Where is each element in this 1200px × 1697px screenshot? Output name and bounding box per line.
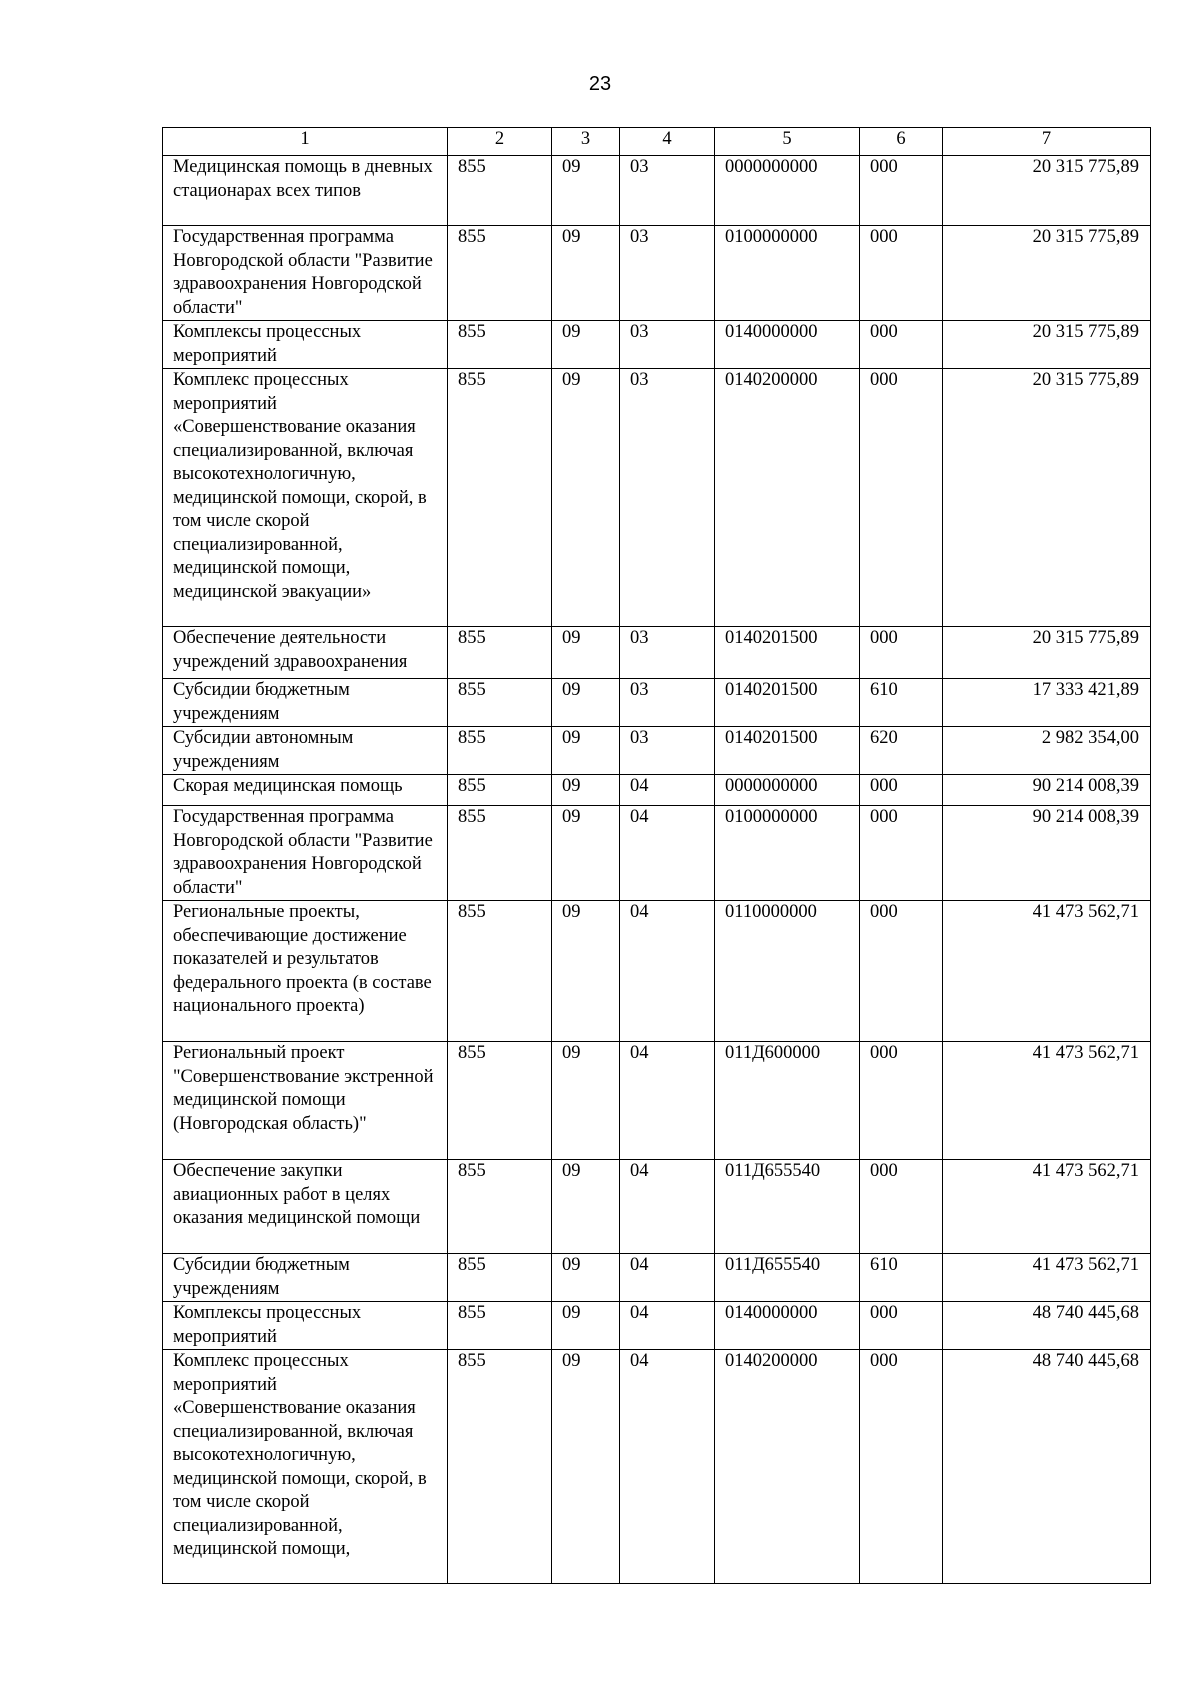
row-name: Региональные проекты, обеспечивающие достижение показателей и результатов федерального проекта (в составе национального проекта) (163, 901, 448, 1042)
table-row (163, 156, 1151, 226)
target-item-code: 0110000000 (715, 901, 860, 1042)
row-name: Комплексы процессных мероприятий (163, 1302, 448, 1350)
subsection-code: 04 (620, 1254, 715, 1302)
expense-type-code: 000 (860, 775, 943, 806)
amount: 20 315 775,89 (943, 226, 1151, 321)
target-item-code: 011Д600000 (715, 1042, 860, 1160)
subsection-code: 03 (620, 369, 715, 627)
amount: 17 333 421,89 (943, 679, 1151, 727)
section-code: 09 (552, 226, 620, 321)
amount: 90 214 008,39 (943, 806, 1151, 901)
target-item-code: 0140201500 (715, 727, 860, 775)
table-row (163, 775, 1151, 806)
header-row (163, 128, 1151, 156)
amount: 41 473 562,71 (943, 901, 1151, 1042)
amount: 20 315 775,89 (943, 627, 1151, 679)
target-item-code: 011Д655540 (715, 1254, 860, 1302)
target-item-code: 0100000000 (715, 806, 860, 901)
table-row (163, 901, 1151, 1042)
target-item-code: 0140000000 (715, 321, 860, 369)
row-name: Обеспечение деятельности учреждений здравоохранения (163, 627, 448, 679)
row-name: Скорая медицинская помощь (163, 775, 448, 806)
table-row (163, 1350, 1151, 1584)
budget-table (162, 127, 1151, 1584)
target-item-code: 011Д655540 (715, 1160, 860, 1254)
table-row (163, 226, 1151, 321)
expense-type-code: 000 (860, 806, 943, 901)
section-code: 09 (552, 321, 620, 369)
ministry-code: 855 (448, 806, 552, 901)
column-header-5: 5 (715, 128, 860, 156)
ministry-code: 855 (448, 1042, 552, 1160)
expense-type-code: 000 (860, 321, 943, 369)
subsection-code: 04 (620, 806, 715, 901)
subsection-code: 04 (620, 775, 715, 806)
expense-type-code: 000 (860, 1350, 943, 1584)
subsection-code: 03 (620, 321, 715, 369)
row-name: Субсидии бюджетным учреждениям (163, 1254, 448, 1302)
ministry-code: 855 (448, 1160, 552, 1254)
column-header-7: 7 (943, 128, 1151, 156)
section-code: 09 (552, 1254, 620, 1302)
subsection-code: 04 (620, 1160, 715, 1254)
expense-type-code: 000 (860, 1302, 943, 1350)
section-code: 09 (552, 627, 620, 679)
expense-type-code: 000 (860, 156, 943, 226)
section-code: 09 (552, 1302, 620, 1350)
amount: 20 315 775,89 (943, 156, 1151, 226)
section-code: 09 (552, 775, 620, 806)
amount: 41 473 562,71 (943, 1160, 1151, 1254)
ministry-code: 855 (448, 226, 552, 321)
section-code: 09 (552, 727, 620, 775)
row-name: Медицинская помощь в дневных стационарах всех типов (163, 156, 448, 226)
row-name: Субсидии автономным учреждениям (163, 727, 448, 775)
section-code: 09 (552, 679, 620, 727)
ministry-code: 855 (448, 1254, 552, 1302)
table-body (163, 156, 1151, 1584)
section-code: 09 (552, 901, 620, 1042)
ministry-code: 855 (448, 321, 552, 369)
page-number: 23 (588, 73, 612, 95)
subsection-code: 03 (620, 226, 715, 321)
section-code: 09 (552, 156, 620, 226)
row-name: Государственная программа Новгородской области "Развитие здравоохранения Новгородской области" (163, 226, 448, 321)
section-code: 09 (552, 806, 620, 901)
column-header-6: 6 (860, 128, 943, 156)
expense-type-code: 000 (860, 1160, 943, 1254)
amount: 2 982 354,00 (943, 727, 1151, 775)
table-header (163, 128, 1151, 156)
target-item-code: 0000000000 (715, 156, 860, 226)
row-name: Комплекс процессных мероприятий «Совершенствование оказания специализированной, включая высокотехнологичную, медицинской помощи, скорой, в том числе скорой специализированной, медицинской помощи, (163, 1350, 448, 1584)
subsection-code: 03 (620, 627, 715, 679)
expense-type-code: 000 (860, 369, 943, 627)
ministry-code: 855 (448, 679, 552, 727)
subsection-code: 04 (620, 1302, 715, 1350)
subsection-code: 03 (620, 727, 715, 775)
column-header-1: 1 (163, 128, 448, 156)
expense-type-code: 000 (860, 226, 943, 321)
target-item-code: 0140200000 (715, 369, 860, 627)
ministry-code: 855 (448, 1350, 552, 1584)
target-item-code: 0140201500 (715, 627, 860, 679)
column-header-3: 3 (552, 128, 620, 156)
expense-type-code: 610 (860, 1254, 943, 1302)
table-row (163, 727, 1151, 775)
expense-type-code: 000 (860, 1042, 943, 1160)
ministry-code: 855 (448, 901, 552, 1042)
expense-type-code: 620 (860, 727, 943, 775)
target-item-code: 0100000000 (715, 226, 860, 321)
amount: 41 473 562,71 (943, 1042, 1151, 1160)
row-name: Комплексы процессных мероприятий (163, 321, 448, 369)
subsection-code: 04 (620, 901, 715, 1042)
section-code: 09 (552, 1042, 620, 1160)
row-name: Региональный проект "Совершенствование экстренной медицинской помощи (Новгородская область)" (163, 1042, 448, 1160)
section-code: 09 (552, 1160, 620, 1254)
amount: 20 315 775,89 (943, 321, 1151, 369)
row-name: Обеспечение закупки авиационных работ в целях оказания медицинской помощи (163, 1160, 448, 1254)
table-row (163, 627, 1151, 679)
ministry-code: 855 (448, 775, 552, 806)
amount: 48 740 445,68 (943, 1302, 1151, 1350)
amount: 41 473 562,71 (943, 1254, 1151, 1302)
table-row (163, 1160, 1151, 1254)
column-header-2: 2 (448, 128, 552, 156)
ministry-code: 855 (448, 627, 552, 679)
target-item-code: 0140200000 (715, 1350, 860, 1584)
target-item-code: 0140000000 (715, 1302, 860, 1350)
table-row (163, 1302, 1151, 1350)
target-item-code: 0140201500 (715, 679, 860, 727)
ministry-code: 855 (448, 1302, 552, 1350)
expense-type-code: 000 (860, 901, 943, 1042)
table-row (163, 679, 1151, 727)
subsection-code: 03 (620, 679, 715, 727)
row-name: Государственная программа Новгородской области "Развитие здравоохранения Новгородской области" (163, 806, 448, 901)
ministry-code: 855 (448, 727, 552, 775)
ministry-code: 855 (448, 369, 552, 627)
table-row (163, 1042, 1151, 1160)
expense-type-code: 000 (860, 627, 943, 679)
row-name: Субсидии бюджетным учреждениям (163, 679, 448, 727)
amount: 90 214 008,39 (943, 775, 1151, 806)
table-row (163, 321, 1151, 369)
row-name: Комплекс процессных мероприятий «Совершенствование оказания специализированной, включая высокотехнологичную, медицинской помощи, скорой, в том числе скорой специализированной, медицинской помощи, медицинской эвакуации» (163, 369, 448, 627)
ministry-code: 855 (448, 156, 552, 226)
column-header-4: 4 (620, 128, 715, 156)
section-code: 09 (552, 369, 620, 627)
subsection-code: 04 (620, 1042, 715, 1160)
section-code: 09 (552, 1350, 620, 1584)
subsection-code: 04 (620, 1350, 715, 1584)
subsection-code: 03 (620, 156, 715, 226)
target-item-code: 0000000000 (715, 775, 860, 806)
table-row (163, 1254, 1151, 1302)
expense-type-code: 610 (860, 679, 943, 727)
amount: 48 740 445,68 (943, 1350, 1151, 1584)
table-row (163, 806, 1151, 901)
amount: 20 315 775,89 (943, 369, 1151, 627)
table-row (163, 369, 1151, 627)
